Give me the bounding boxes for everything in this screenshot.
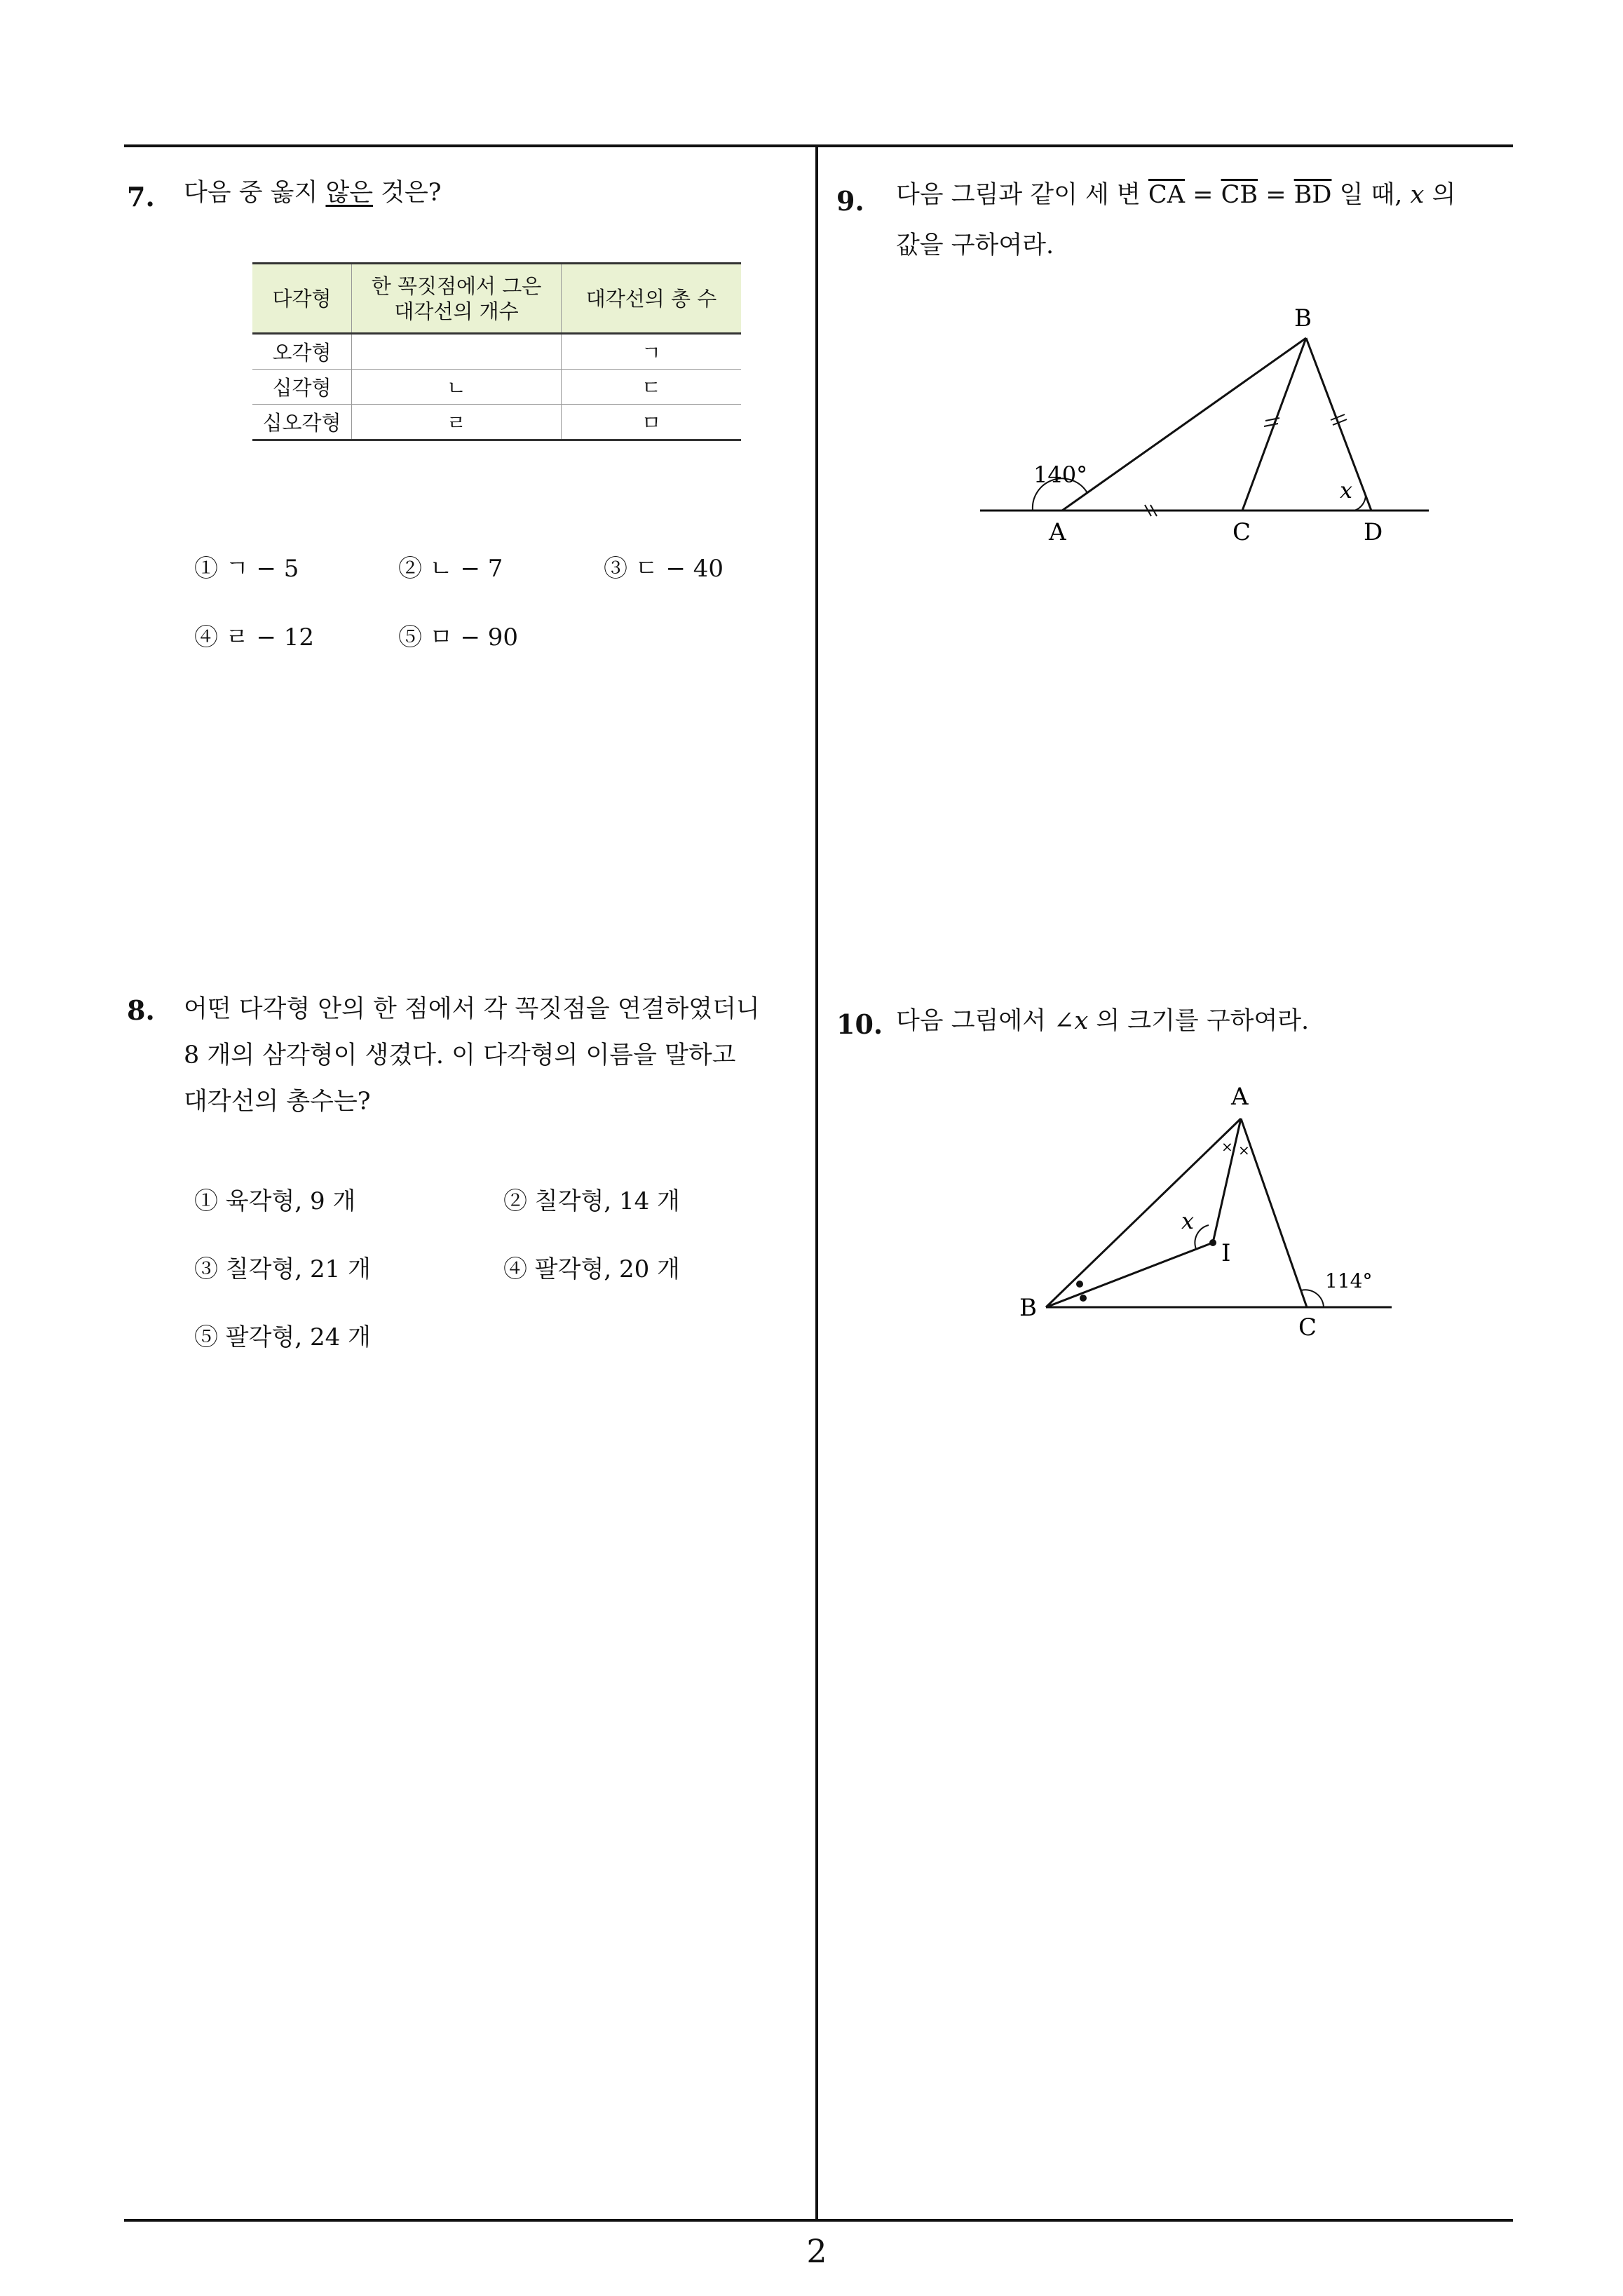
angle-arc-x <box>1354 495 1366 511</box>
table-header-diagonals-from-vertex <box>352 264 562 334</box>
question-7-number: 7. <box>127 181 155 212</box>
label-angle-140: 140° <box>1033 461 1088 488</box>
table-cell: 십각형 <box>252 370 352 405</box>
q7-choice-4[interactable]: ④ ㄹ − 12 <box>194 623 315 651</box>
table-cell: ㄴ <box>352 370 562 405</box>
side-ab <box>1046 1119 1241 1307</box>
table-row <box>252 334 741 370</box>
table-cell: ㄱ <box>562 334 742 370</box>
header-line-2: 대각선의 개수 <box>394 299 519 323</box>
q9-text-pre: 다음 그림과 같이 세 변 <box>896 181 1148 209</box>
variable-x: x <box>1410 181 1425 209</box>
q8-line-1: 어떤 다각형 안의 한 점에서 각 꼭짓점을 연결하였더니 <box>184 995 760 1023</box>
q9-text-mid: 일 때, <box>1331 181 1411 209</box>
q9-line-2: 값을 구하여라. <box>896 231 1054 259</box>
q8-choice-1[interactable]: ① 육각형, 9 개 <box>194 1187 356 1215</box>
top-rule <box>124 144 1513 147</box>
incenter-point <box>1209 1239 1216 1246</box>
header-line-1: 한 꼭짓점에서 그은 <box>371 274 542 298</box>
q7-choice-5[interactable]: ⑤ ㅁ − 90 <box>398 623 519 651</box>
q8-choice-2[interactable]: ② 칠각형, 14 개 <box>503 1187 680 1215</box>
question-9-text <box>896 181 1527 259</box>
question-8-text <box>184 986 815 1125</box>
q7-choice-3[interactable]: ③ ㄷ − 40 <box>604 555 724 583</box>
table-header-polygon: 다각형 <box>252 264 352 334</box>
q8-choice-5[interactable]: ⑤ 팔각형, 24 개 <box>194 1323 371 1351</box>
question-8-number: 8. <box>127 994 155 1026</box>
variable-x: x <box>1074 1007 1089 1035</box>
q10-text-post: 의 크기를 구하여라. <box>1088 1007 1310 1035</box>
segment-ca: $\overline{CA}$ <box>1148 181 1185 209</box>
side-bd <box>1306 338 1371 511</box>
q7-text-pre: 다음 중 옳지 <box>184 179 326 207</box>
segment-bd: $\overline{BD}$ <box>1293 181 1332 209</box>
q8-line-3: 대각선의 총수는? <box>184 1088 371 1116</box>
column-divider <box>815 144 818 2222</box>
q8-line-2: 8 개의 삼각형이 생겼다. 이 다각형의 이름을 말하고 <box>184 1041 736 1069</box>
table-cell: ㄷ <box>562 370 742 405</box>
label-x: x <box>1181 1208 1195 1234</box>
q9-text-post: 의 <box>1424 181 1456 209</box>
triangle-figure-q9 <box>967 295 1444 554</box>
label-a: A <box>1049 518 1066 546</box>
page-number: 2 <box>806 2232 827 2270</box>
question-10-text <box>896 1007 1309 1035</box>
q7-text-post: 것은? <box>373 179 442 207</box>
table-cell <box>352 334 562 370</box>
question-10-number-wrap <box>836 1008 883 1040</box>
polygon-table <box>252 262 741 441</box>
bottom-rule <box>124 2219 1513 2222</box>
label-c: C <box>1232 518 1251 546</box>
table-cell: 십오각형 <box>252 405 352 440</box>
label-i: I <box>1221 1239 1231 1267</box>
incenter-figure-q10 <box>1010 1073 1402 1346</box>
side-ac <box>1241 1119 1307 1307</box>
bisector-ai <box>1213 1119 1241 1243</box>
q10-text-pre: 다음 그림에서 ∠ <box>896 1007 1075 1035</box>
table-header-total-diagonals: 대각선의 총 수 <box>562 264 742 334</box>
bisector-bi <box>1046 1243 1213 1307</box>
angle-mark-dot <box>1080 1295 1087 1302</box>
equal-angle-mark: × <box>1238 1142 1250 1159</box>
side-ab <box>1062 338 1306 511</box>
q7-text-underlined: 않은 <box>325 179 374 207</box>
question-7-text <box>184 179 442 207</box>
label-b: B <box>1294 304 1312 332</box>
question-10-number: 10. <box>836 1008 883 1040</box>
q8-choice-3[interactable]: ③ 칠각형, 21 개 <box>194 1255 371 1283</box>
question-7 <box>127 181 155 212</box>
table-cell: 오각형 <box>252 334 352 370</box>
label-a: A <box>1231 1083 1249 1111</box>
equal-angle-mark: × <box>1221 1138 1233 1155</box>
label-x: x <box>1340 477 1353 504</box>
q7-choice-2[interactable]: ② ㄴ − 7 <box>398 555 503 583</box>
table-cell: ㄹ <box>352 405 562 440</box>
q8-choice-4[interactable]: ④ 팔각형, 20 개 <box>503 1255 680 1283</box>
label-d: D <box>1364 518 1383 546</box>
question-8-number-wrap <box>127 994 155 1026</box>
label-c: C <box>1298 1314 1317 1342</box>
angle-mark-dot <box>1076 1281 1083 1288</box>
table-row <box>252 370 741 405</box>
question-9-number-wrap <box>836 185 864 217</box>
segment-cb: $\overline{CB}$ <box>1221 181 1258 209</box>
equals-sign: = <box>1258 181 1294 209</box>
table-row <box>252 405 741 440</box>
label-b: B <box>1019 1294 1037 1322</box>
equals-sign: = <box>1184 181 1221 209</box>
question-9-number: 9. <box>836 185 864 217</box>
q7-choice-1[interactable]: ① ㄱ − 5 <box>194 555 299 583</box>
table-cell: ㅁ <box>562 405 742 440</box>
label-angle-114: 114° <box>1325 1269 1373 1292</box>
